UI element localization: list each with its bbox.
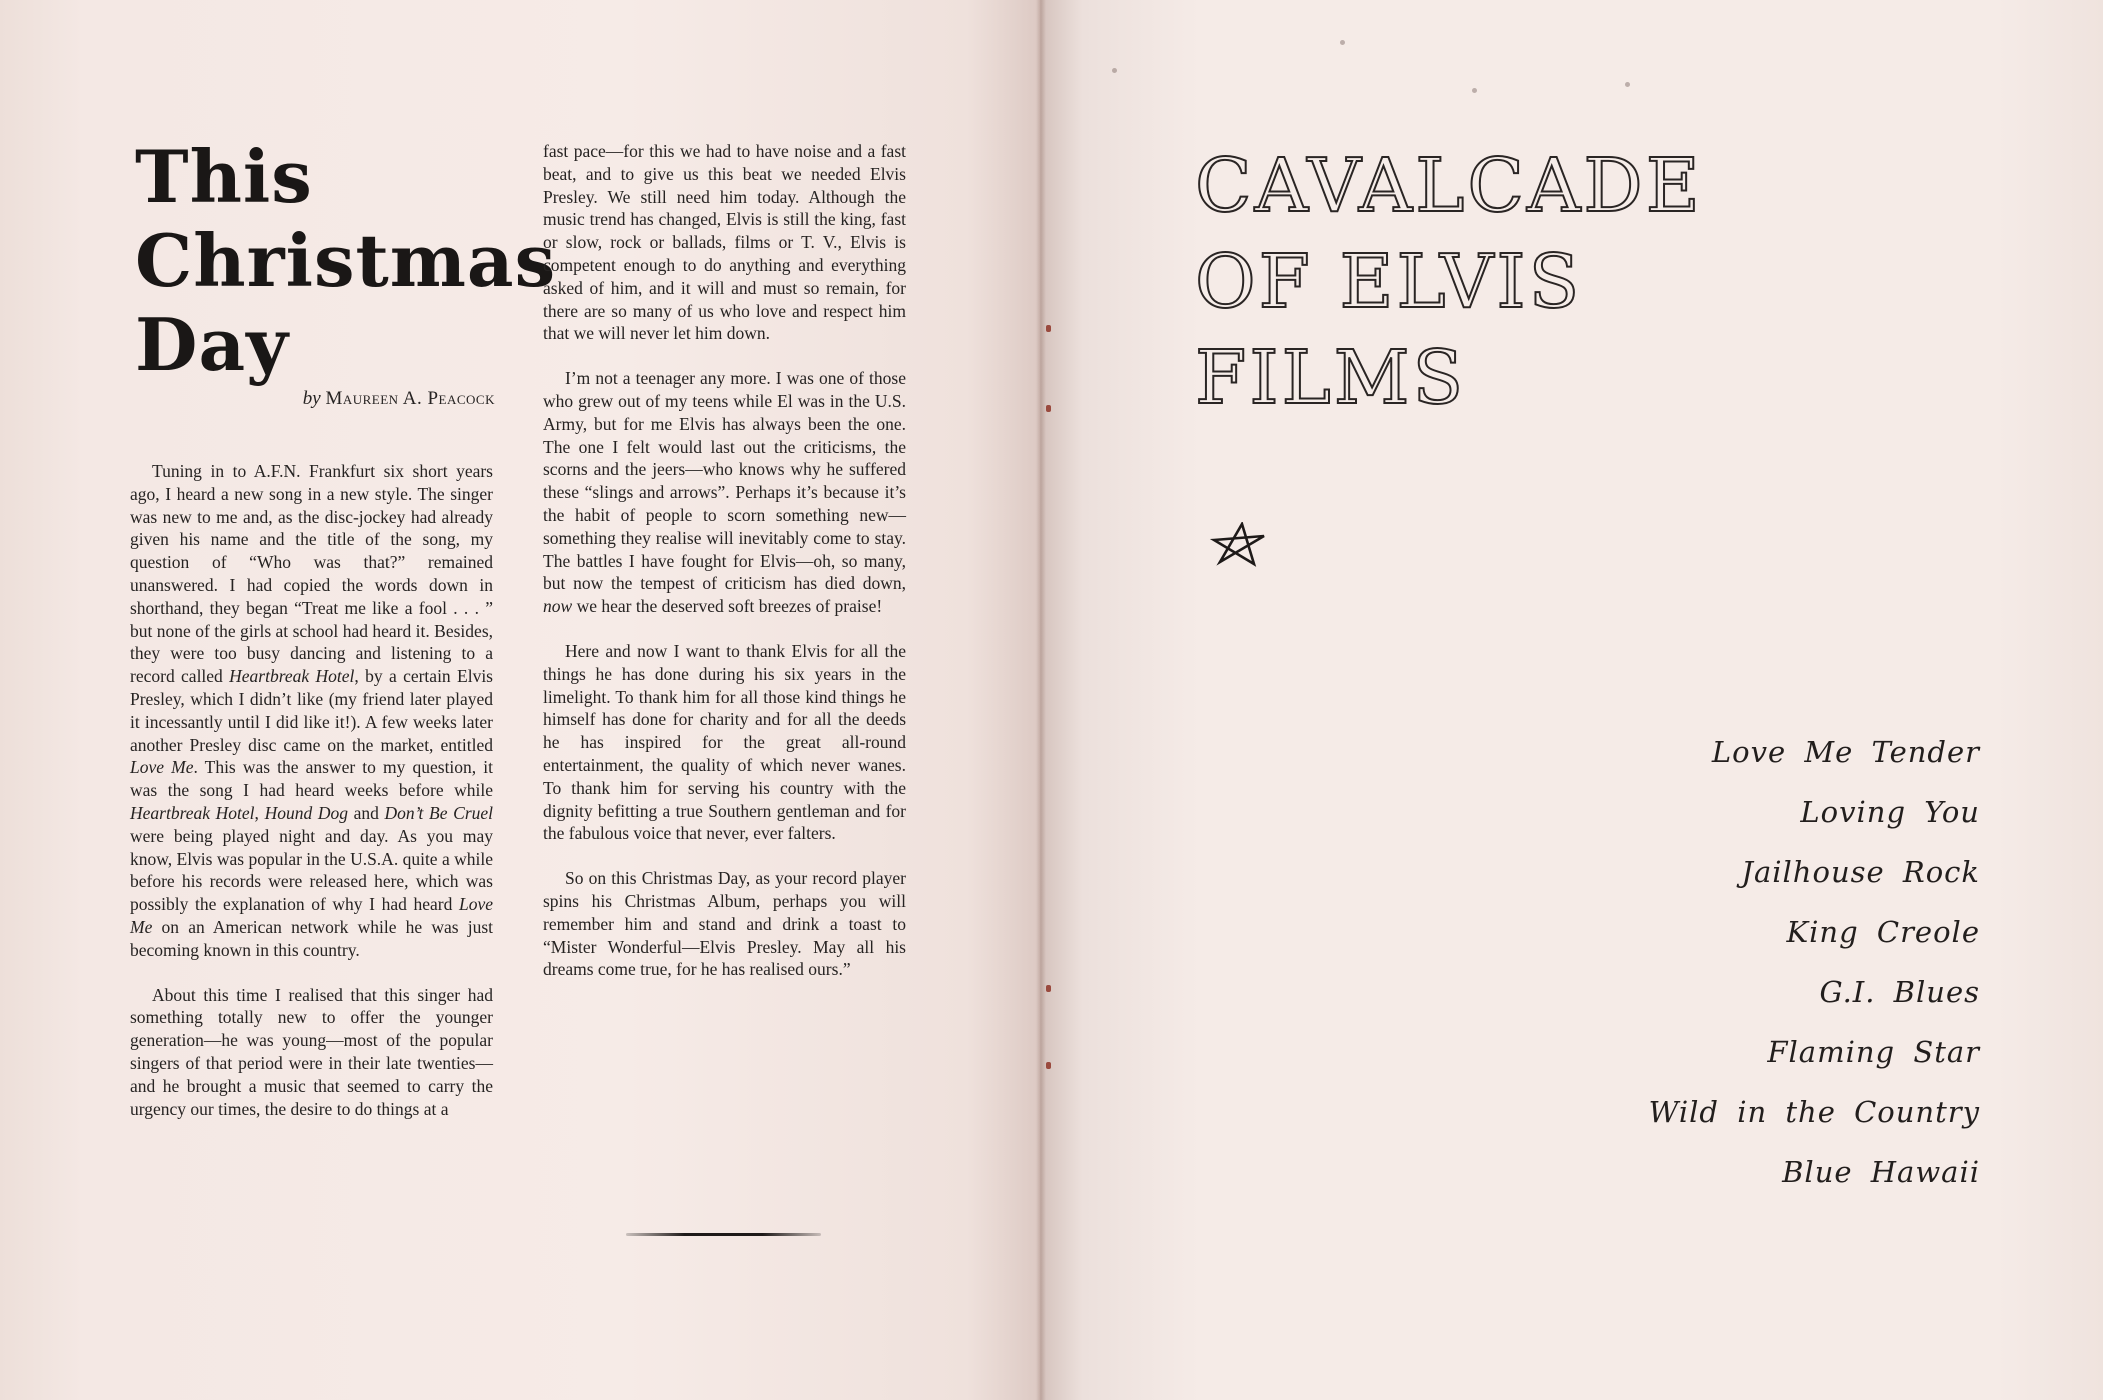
article-column-2 — [543, 140, 906, 1003]
song-title: Hound Dog — [264, 802, 348, 823]
paragraph: fast pace—for this we had to have noise and a fast beat, and to give us this beat we needed Elvis Presley. We still need him today. Although the music trend has changed, Elvis is still the king, fast or slow, rock or ballads, films or T. V., Elvis is competent enough to do anything and everything asked of him, and it will and must so remain, for there are so many of us who love and respect him that we will never let him down. — [543, 141, 906, 344]
song-title: Don’t Be Cruel — [384, 802, 494, 823]
star-icon — [1208, 522, 1270, 568]
paragraph — [130, 460, 493, 962]
article-title — [135, 134, 557, 387]
text-run: Tuning in to A.F.N. Frankfurt six short years ago, I heard a new song in a new style. The singer was new to me and, as the disc-jockey had already given his name and the title of the song, my question of “Who was that?” remained unanswered. I had copied the words down in shorthand, they began “Treat me like a fool . . . ” but none of the girls at school had heard it. Besides, they were too busy dancing and listening to a record called — [130, 461, 493, 687]
song-title: Heartbreak Hotel — [229, 666, 355, 687]
song-title: Heartbreak Hotel — [130, 802, 255, 823]
film-title: Blue Hawaii — [1782, 1155, 1980, 1189]
paper-speck — [1112, 68, 1117, 73]
paragraph: So on this Christmas Day, as your record player spins his Christmas Album, perhaps you will remember him and stand and drink a toast to “Mister Wonderful—Elvis Presley. May all his dreams come true, for he has realised ours.” — [543, 868, 906, 980]
paragraph: About this time I realised that this singer had something totally new to offer the younger generation—he was young—most of the popular singers of that period were in their late twenties—and he brought a music that seemed to carry the urgency our times, the desire to do things at a — [130, 984, 493, 1119]
text-run: . This was the answer to my question, it was the song I had heard weeks before while — [130, 757, 493, 801]
song-title: Love Me — [130, 894, 493, 937]
binding-stitch — [1046, 985, 1051, 992]
text-run: and — [347, 802, 385, 823]
film-title: Jailhouse Rock — [1741, 855, 1980, 889]
film-title: Love Me Tender — [1711, 735, 1980, 769]
byline-author: Maureen A. Peacock — [325, 388, 495, 409]
section-title-line: FILMS — [1195, 335, 1467, 421]
paper-speck — [1340, 40, 1345, 45]
binding-stitch — [1046, 1062, 1051, 1069]
film-title: Loving You — [1800, 795, 1980, 829]
end-of-article-rule — [626, 1233, 821, 1236]
page-gutter — [1036, 0, 1046, 1400]
byline — [265, 388, 495, 410]
section-title — [1195, 138, 1795, 426]
text-run: were being played night and day. As you may know, Elvis was popular in the U.S.A. quite a while before his records were released here, which was possibly the explanation of why I had heard — [130, 825, 493, 915]
binding-stitch — [1046, 405, 1051, 412]
text-run: I’m not a teenager any more. I was one of those who grew out of my teens while El was in the U.S. Army, but for me Elvis has always been the one. The one I felt would last out the criticisms, the scorns and the jeers—who knows why he suffered these “slings and arrows”. Perhaps it’s because it’s the habit of people to scorn something new—something they realise will inevitably come to stay. The battles I have fought for Elvis—oh, so many, but now the tempest of criticism has died down, — [543, 368, 906, 594]
text-run: on an American network while he was just becoming known in this country. — [130, 916, 493, 960]
film-title: King Creole — [1786, 915, 1980, 949]
article-column-1 — [130, 460, 493, 1142]
binding-stitch — [1046, 325, 1051, 332]
film-list — [1560, 722, 1980, 1202]
text-run: we hear the deserved soft breezes of praise! — [572, 596, 883, 617]
paper-speck — [1625, 82, 1630, 87]
paper-speck — [1472, 88, 1477, 93]
section-title-line: CAVALCADE — [1195, 143, 1703, 229]
section-title-line: OF ELVIS — [1195, 239, 1583, 325]
film-title: Wild in the Country — [1648, 1095, 1980, 1129]
text-run: , by a certain Elvis Presley, which I didn’t like (my friend later played it incessantly until I did like it!). A few weeks later another Presley disc came on the market, entitled — [130, 666, 493, 755]
article-title-line: Christmas — [135, 218, 557, 303]
film-title: Flaming Star — [1767, 1035, 1980, 1069]
film-title: G.I. Blues — [1819, 975, 1980, 1009]
emphasis: now — [543, 596, 573, 617]
song-title: Love Me — [130, 757, 194, 778]
paragraph: Here and now I want to thank Elvis for all the things he has done during his six years in the limelight. To thank him for all those kind things he himself has done for charity and for all the deeds he has inspired for the great all-round entertainment, the quality of which never wanes. To thank him for serving his country with the dignity befitting a true Southern gentleman and for the fabulous voice that never, ever falters. — [543, 640, 906, 844]
article-title-line: Day — [135, 302, 289, 387]
text-run: , — [254, 802, 265, 823]
article-title-line: This — [135, 134, 313, 219]
paragraph — [543, 367, 906, 618]
byline-by: by — [302, 388, 321, 409]
